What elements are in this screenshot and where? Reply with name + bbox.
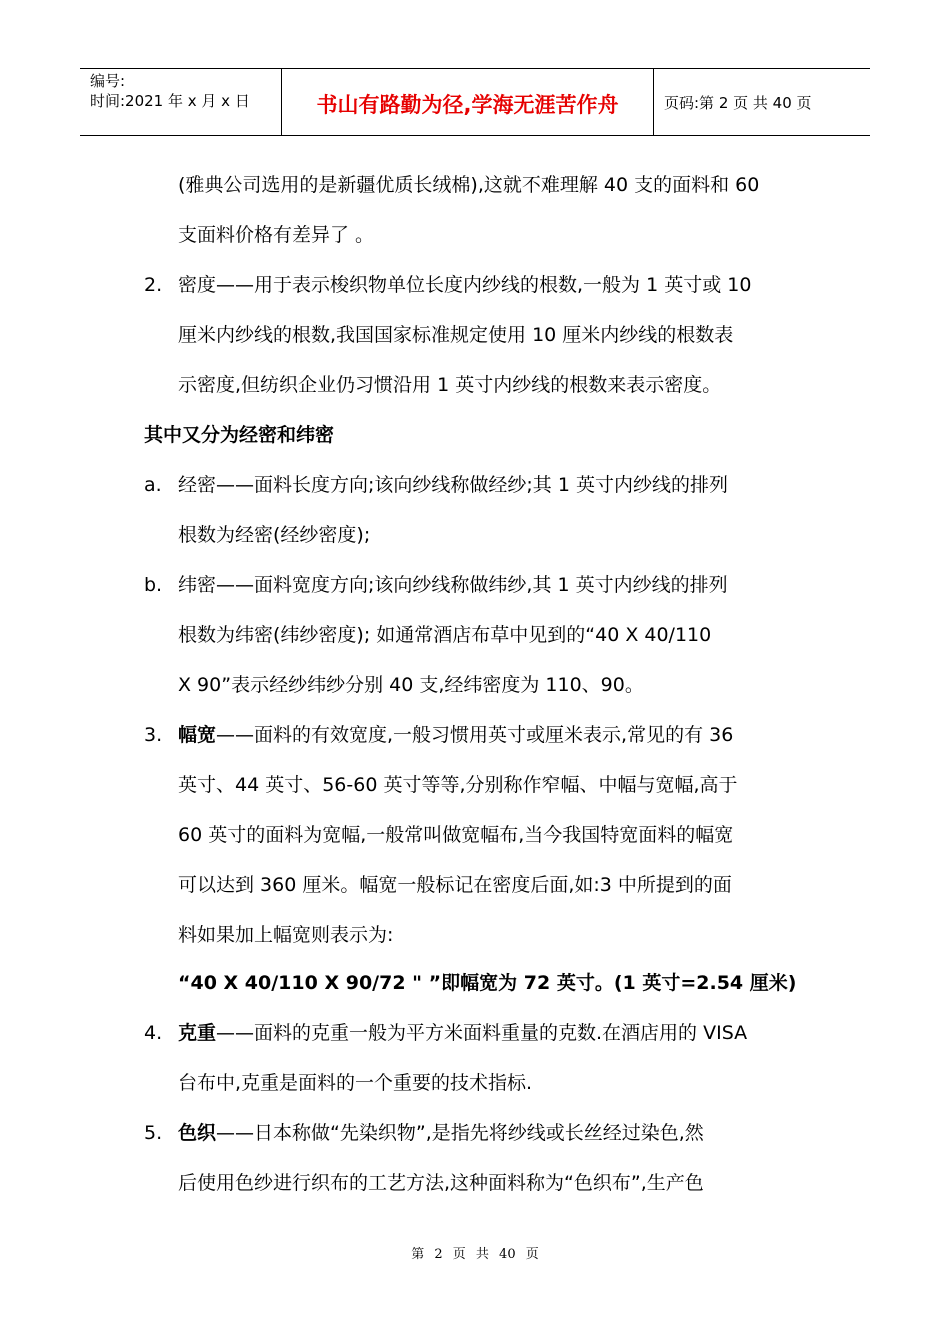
- page-footer: 第 2 页 共 40 页: [411, 1247, 539, 1262]
- list-item-line: 料如果加上幅宽则表示为:: [178, 924, 394, 946]
- list-item-line: X 90”表示经纱纬纱分别 40 支,经纬密度为 110、90。: [178, 674, 644, 696]
- header-info-cell: [80, 69, 282, 135]
- document-number-label: 编号:: [90, 72, 126, 90]
- header-page-cell: [654, 69, 870, 135]
- list-item-line: 台布中,克重是面料的一个重要的技术指标.: [178, 1072, 533, 1094]
- list-item-line: 可以达到 360 厘米。幅宽一般标记在密度后面,如:3 中所提到的面: [178, 874, 732, 896]
- header-motto-cell: [282, 69, 654, 135]
- list-item-line: 经密——面料长度方向;该向纱线称做经纱;其 1 英寸内纱线的排列: [178, 474, 728, 496]
- term-bold: 克重: [178, 1022, 217, 1044]
- list-number: 3.: [144, 724, 163, 746]
- example-formula: “40 X 40/110 X 90/72 " ”即幅宽为 72 英寸。(1 英寸=2.54 厘米): [178, 972, 797, 994]
- list-number: 5.: [144, 1122, 163, 1144]
- term-description: ——面料的克重一般为平方米面料重量的克数.在酒店用的 VISA: [216, 1022, 748, 1044]
- header-page-number: 页码:第 2 页 共 40 页: [664, 94, 812, 112]
- list-letter: a.: [144, 474, 162, 496]
- paragraph-line: 支面料价格有差异了 。: [178, 224, 375, 246]
- list-item-line: [178, 722, 733, 748]
- list-item-line: 60 英寸的面料为宽幅,一般常叫做宽幅布,当今我国特宽面料的幅宽: [178, 824, 734, 846]
- term-bold: 幅宽: [178, 724, 217, 746]
- document-date-label: 时间:2021 年 x 月 x 日: [90, 92, 250, 110]
- list-item-line: 示密度,但纺织企业仍习惯沿用 1 英寸内纱线的根数来表示密度。: [178, 374, 722, 396]
- sub-heading: 其中又分为经密和纬密: [144, 424, 335, 446]
- term-bold: 色织: [178, 1122, 217, 1144]
- document-header: [80, 68, 870, 136]
- paragraph-line: (雅典公司选用的是新疆优质长绒棉),这就不难理解 40 支的面料和 60: [178, 174, 760, 196]
- list-number: 2.: [144, 274, 163, 296]
- motto-text: 书山有路勤为径,学海无涯苦作舟: [316, 93, 619, 117]
- list-letter: b.: [144, 574, 163, 596]
- list-item-line: 英寸、44 英寸、56-60 英寸等等,分别称作窄幅、中幅与宽幅,高于: [178, 774, 738, 796]
- term-description: ——面料的有效宽度,一般习惯用英寸或厘米表示,常见的有 36: [216, 724, 734, 746]
- list-item-line: 后使用色纱进行织布的工艺方法,这种面料称为“色织布”,生产色: [178, 1172, 704, 1194]
- list-item-line: [178, 1120, 704, 1146]
- list-item-line: 根数为纬密(纬纱密度); 如通常酒店布草中见到的“40 X 40/110: [178, 624, 712, 646]
- list-number: 4.: [144, 1022, 163, 1044]
- list-item-line: 纬密——面料宽度方向;该向纱线称做纬纱,其 1 英寸内纱线的排列: [178, 574, 728, 596]
- term-description: ——日本称做“先染织物”,是指先将纱线或长丝经过染色,然: [216, 1122, 704, 1144]
- list-item-line: 厘米内纱线的根数,我国国家标准规定使用 10 厘米内纱线的根数表: [178, 324, 734, 346]
- list-item-line: [178, 1020, 747, 1046]
- list-item-line: 根数为经密(经纱密度);: [178, 524, 371, 546]
- list-item-line: 密度——用于表示梭织物单位长度内纱线的根数,一般为 1 英寸或 10: [178, 274, 752, 296]
